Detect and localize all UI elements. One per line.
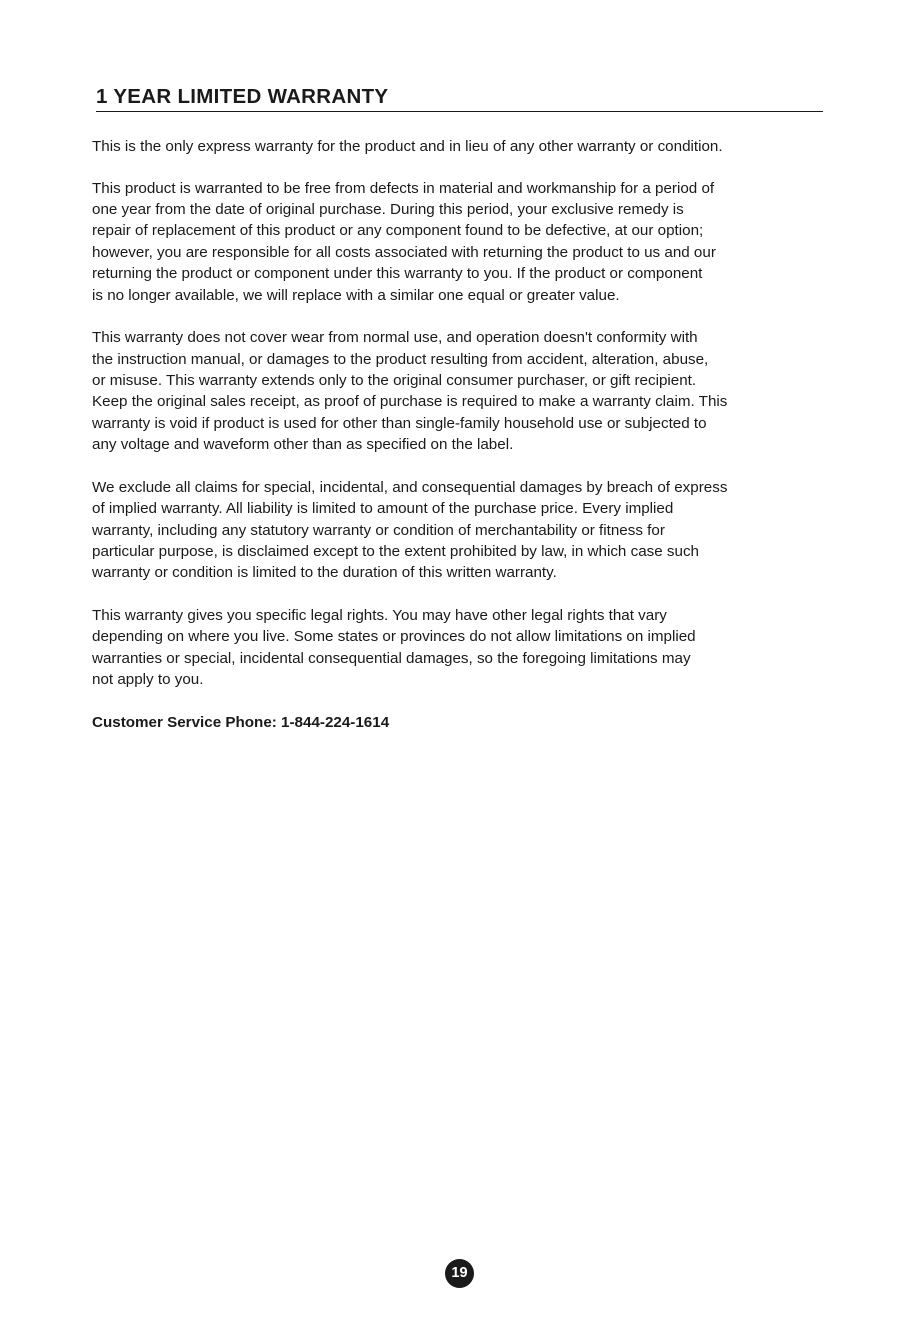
page-number-badge: 19 <box>445 1259 474 1288</box>
paragraph-damages-disclaimer: We exclude all claims for special, incidental, and consequential damages by breach of express of implied warranty. All liability is limited to amount of the purchase price. Every implied warranty, including any statutory warranty or condition of merchantability or fitness for particular purpose, is disclaimed except to the extent prohibited by law, in which case such warranty or condition is limited to the duration of this written warranty. <box>92 478 728 582</box>
page-title: 1 YEAR LIMITED WARRANTY <box>96 85 389 108</box>
warranty-body <box>92 136 842 733</box>
paragraph-express-warranty: This is the only express warranty for the product and in lieu of any other warranty or condition. <box>92 138 723 155</box>
paragraph-coverage-period: This product is warranted to be free from defects in material and workmanship for a period of one year from the date of original purchase. During this period, your exclusive remedy is repair of replacement of this product or any component found to be defective, at our option; however, you are responsible for all costs associated with returning the product to us and our returning the product or component under this warranty to you. If the product or component is no longer available, we will replace with a similar one equal or greater value. <box>92 179 716 304</box>
paragraph-legal-rights: This warranty gives you specific legal rights. You may have other legal rights that vary depending on where you live. Some states or provinces do not allow limitations on implied warranties or special, incidental consequential damages, so the foregoing limitations may not apply to you. <box>92 607 696 689</box>
heading-underline <box>96 84 823 112</box>
paragraph-exclusions: This warranty does not cover wear from normal use, and operation doesn't conformity with the instruction manual, or damages to the product resulting from accident, alteration, abuse, or misuse. This warranty extends only to the original consumer purchaser, or gift recipient. Keep the original sales receipt, as proof of purchase is required to make a warranty claim. This warranty is void if product is used for other than single-family household use or subjected to any voltage and waveform other than as specified on the label. <box>92 329 728 454</box>
customer-service-phone: Customer Service Phone: 1-844-224-1614 <box>92 713 390 731</box>
